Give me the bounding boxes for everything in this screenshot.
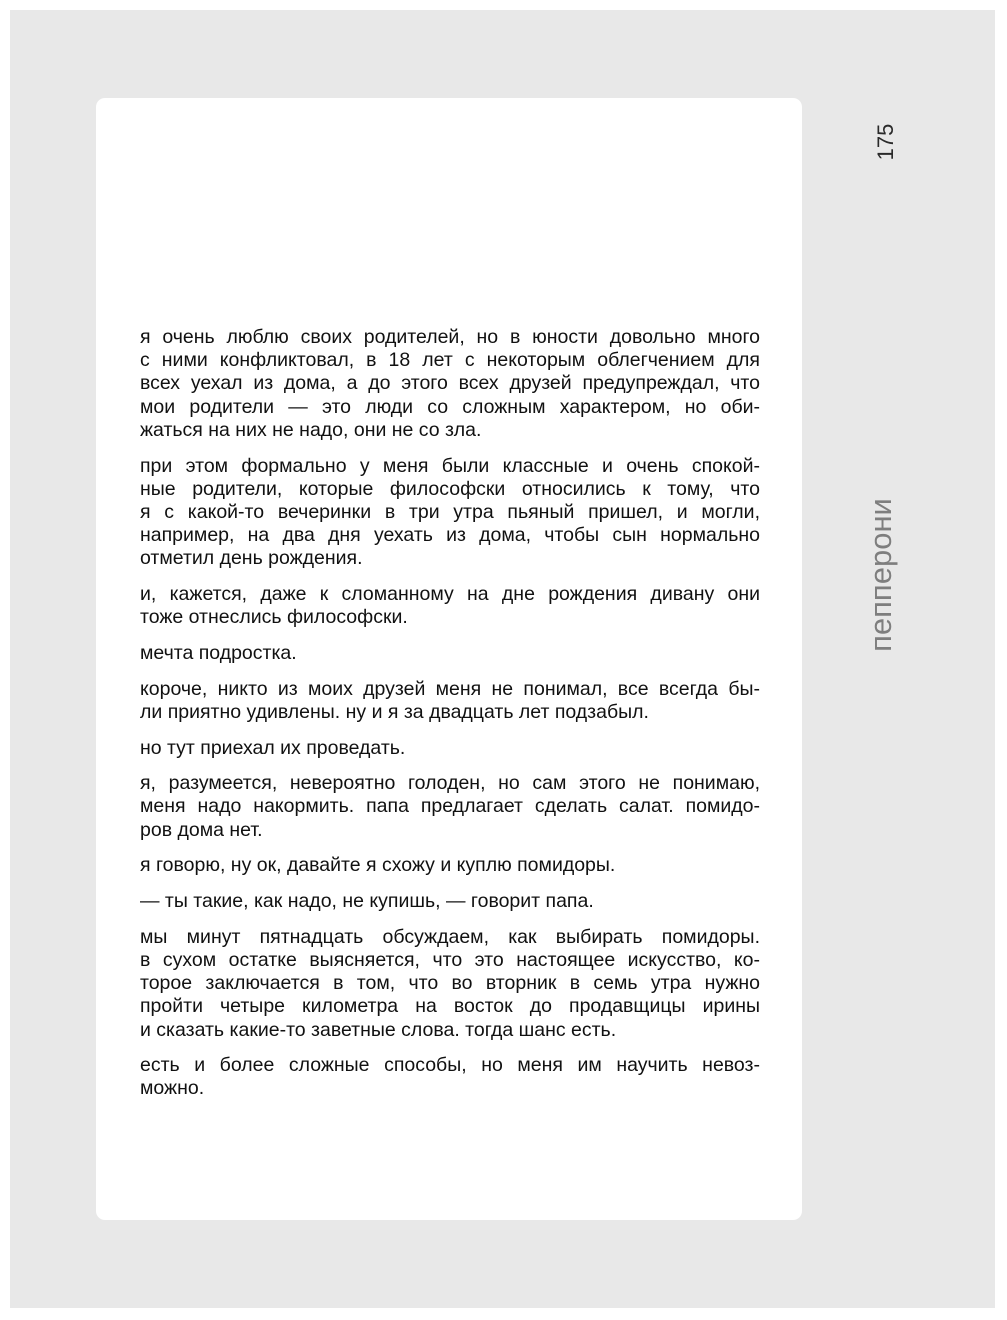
text-line: мои родители — это люди со сложным характером, но оби- xyxy=(140,395,760,418)
text-line: короче, никто из моих друзей меня не понимал, все всегда бы- xyxy=(140,677,760,700)
text-line: и сказать какие-то заветные слова. тогда шанс есть. xyxy=(140,1018,617,1041)
text-line: но тут приехал их проведать. xyxy=(140,736,406,759)
text-line: можно. xyxy=(140,1077,205,1100)
paragraph xyxy=(140,926,760,1042)
text-line: меня надо накормить. папа предлагает сделать салат. помидо- xyxy=(140,795,760,818)
paragraph xyxy=(140,1054,760,1100)
text-line: торое заключается в том, что во вторник в семь утра нужно xyxy=(140,972,760,995)
text-line: при этом формально у меня были классные и очень спокой- xyxy=(140,454,760,477)
paragraph xyxy=(140,678,760,724)
page-number: 175 xyxy=(873,123,898,161)
paragraph xyxy=(140,890,760,913)
text-line: всех уехал из дома, а до этого всех друзей предупреждал, что xyxy=(140,372,760,395)
text-line: ли приятно удивлены. ну и я за двадцать лет подзабыл. xyxy=(140,700,649,723)
text-line: отметил день рождения. xyxy=(140,547,363,570)
text-line: ные родители, которые философски относились к тому, что xyxy=(140,477,760,500)
paragraph xyxy=(140,642,760,665)
paragraph xyxy=(140,326,760,442)
text-line: я говорю, ну ок, давайте я схожу и куплю помидоры. xyxy=(140,854,616,877)
paragraph xyxy=(140,737,760,760)
text-line: — ты такие, как надо, не купишь, — говорит папа. xyxy=(140,890,594,913)
text-line: тоже отнеслись философски. xyxy=(140,606,408,629)
text-line: мы минут пятнадцать обсуждаем, как выбирать помидоры. xyxy=(140,925,760,948)
paragraph xyxy=(140,455,760,571)
text-line: например, на два дня уехать из дома, чтобы сын нормально xyxy=(140,524,760,547)
text-line: мечта подростка. xyxy=(140,641,297,664)
text-line: я очень люблю своих родителей, но в юности довольно много xyxy=(140,326,760,348)
paragraph xyxy=(140,772,760,842)
text-line: и, кажется, даже к сломанному на дне рождения дивану они xyxy=(140,583,760,606)
running-title: пепперони xyxy=(863,498,898,652)
text-line: ров дома нет. xyxy=(140,818,263,841)
paragraph xyxy=(140,854,760,877)
text-line: я с какой-то вечеринки в три утра пьяный пришел, и могли, xyxy=(140,500,760,523)
text-line: я, разумеется, невероятно голоден, но сам этого не понимаю, xyxy=(140,772,760,795)
text-line: пройти четыре километра на восток до продавщицы ирины xyxy=(140,995,760,1018)
text-line: в сухом остатке выясняется, что это настоящее искусство, ко- xyxy=(140,948,760,971)
text-line: с ними конфликтовал, в 18 лет с некоторым облегчением для xyxy=(140,349,760,372)
text-line: есть и более сложные способы, но меня им научить невоз- xyxy=(140,1054,760,1077)
body-text xyxy=(140,326,760,1113)
text-line: жаться на них не надо, они не со зла. xyxy=(140,418,482,441)
paragraph xyxy=(140,583,760,629)
